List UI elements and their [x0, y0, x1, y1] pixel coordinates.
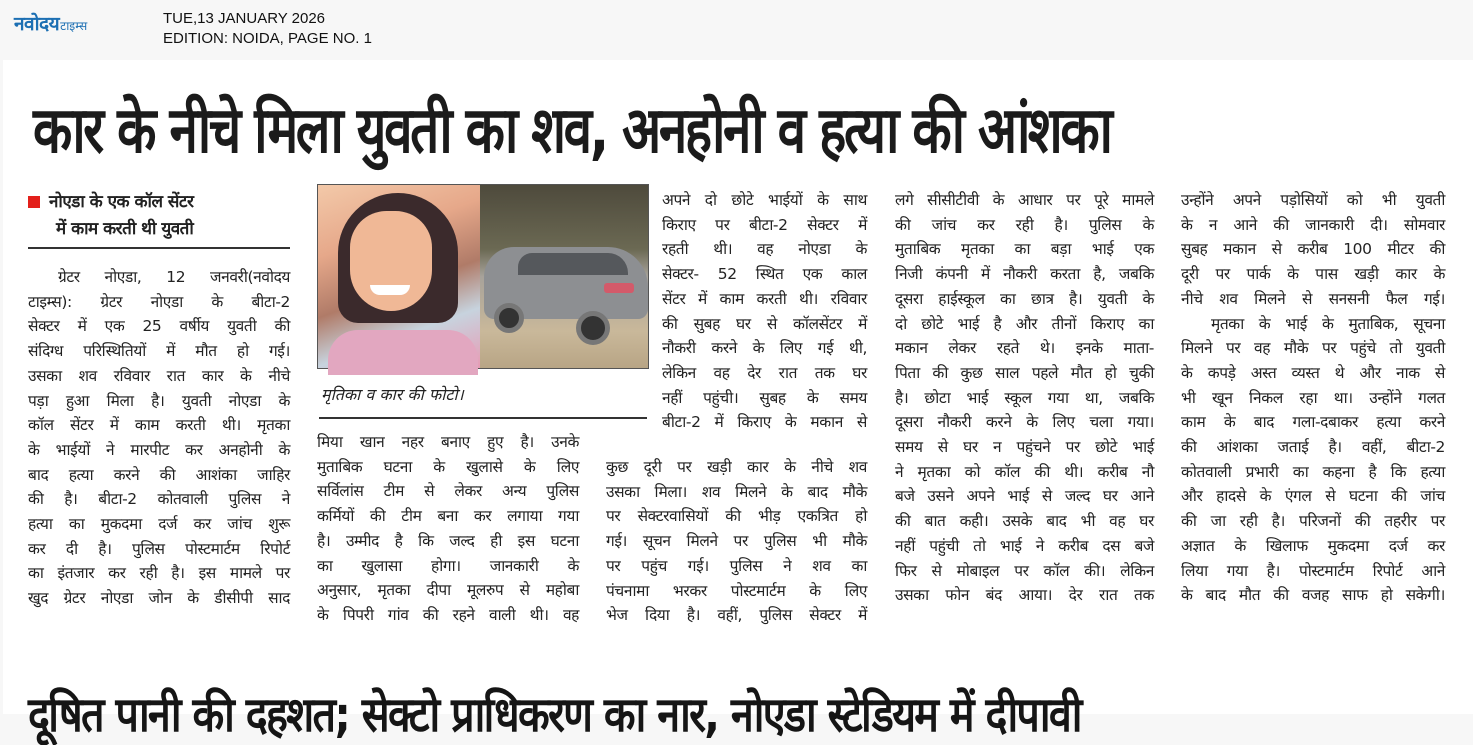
text-line: कर दी है। पुलिस पोस्टमार्टम रिपोर्ट [28, 539, 290, 558]
text-line: पड़ा हुआ मिला है। युवती नोएडा के [28, 391, 290, 410]
text-line: बीटा-2 में किराए के मकान से [662, 413, 867, 432]
text-line: की जा रही है। परिजनों की तहरीर पर [1181, 512, 1445, 531]
text-line: पिता की कुछ साल पहले मौत हो चुकी [895, 363, 1154, 382]
logo-main-text: नवोदय [14, 13, 60, 35]
text-line: समय से घर न पहुंचने पर छोटे भाई [895, 438, 1154, 457]
text-line: सुबह मकान से करीब 100 मीटर की [1181, 240, 1445, 259]
text-line: की है। बीटा-2 कोतवाली पुलिस ने [28, 490, 290, 509]
subhead-line-1: नोएडा के एक कॉल सेंटर [49, 192, 194, 212]
text-line: गई। सूचन मिलने पर पुलिस भी मौके [606, 532, 867, 551]
text-line: किराए पर बीटा-2 सेक्टर में [662, 215, 867, 234]
text-line: की जांच कर रही है। पुलिस के [895, 215, 1154, 234]
text-line: का इंतजार कर रही है। इस मामले पर [28, 564, 290, 583]
text-line: बजे उसने अपने भाई से जल्द घर आने [895, 487, 1154, 506]
text-line: पर सेक्टरवासियों की भीड़ एकत्रित हो [606, 507, 867, 526]
text-line: की आंशका जताई है। वहीं, बीटा-2 [1181, 438, 1445, 457]
text-line: फिर से मोबाइल पर कॉल की। लेकिन [895, 561, 1154, 580]
article-column-3-top [662, 188, 867, 435]
text-line: ग्रेटर नोएडा, 12 जनवरी(नवोदय [58, 268, 290, 286]
text-line: पर पहुंच गई। पुलिस ने शव का [606, 556, 867, 575]
text-line: रहती थी। वह नोएडा के [662, 240, 867, 259]
text-line: मकान लेकर रहते थे। इनके माता- [895, 339, 1154, 358]
text-line: नहीं पहुंची। सुबह के समय [662, 388, 867, 407]
subhead-line-2: में काम करती थी युवती [56, 219, 194, 239]
text-line: ने मृतका को कॉल की थी। करीब नौ [895, 462, 1154, 481]
next-article-headline: दूषित पानी की दहशत; सेक्टो प्राधिकरण का नार, नोएडा स्टेडियम में दीपावी [28, 687, 1081, 743]
text-line: उन्होंने अपने पड़ोसियों को भी युवती [1181, 191, 1445, 209]
car-image [480, 185, 648, 368]
text-line: उसका शव रविवार रात कार के नीचे [28, 366, 290, 385]
text-line: सेंटर में काम करती थी। रविवार [662, 289, 867, 308]
photo-caption: मृतिका व कार की फोटो। [321, 385, 464, 404]
text-line: के बाद मौत की वजह साफ हो सकेगी। [1181, 586, 1445, 605]
text-line: की बात कही। उसके बाद भी वह घर [895, 512, 1154, 531]
text-line: भेज दिया है। वहीं, पुलिस सेक्टर में [606, 606, 867, 625]
article-column-4 [895, 188, 1154, 608]
text-line: टाइम्स): ग्रेटर नोएडा के बीटा-2 [28, 292, 290, 311]
text-line: का खुलासा होगा। जानकारी के [317, 556, 579, 575]
text-line: है। छोटा भाई स्कूल गया था, जबकि [895, 388, 1154, 407]
article-column-2 [317, 430, 579, 628]
logo-sub-text: टाइम्स [60, 19, 88, 33]
text-line: कोतवाली प्रभारी का कहना है कि हत्या [1181, 462, 1445, 481]
publication-date: TUE,13 JANUARY 2026 [163, 10, 326, 27]
text-line: भी खून निकल रहा था। उन्होंने गलत [1181, 388, 1445, 407]
text-line: सेक्टर- 52 स्थित एक काल [662, 265, 867, 284]
text-line: दूसरा नौकरी करने के लिए चला गया। [895, 413, 1154, 432]
article-subhead [28, 188, 290, 249]
newspaper-page [3, 60, 1473, 743]
text-line: कॉल सेंटर में काम करती थी। मृतका [28, 416, 290, 435]
edition-info: EDITION: NOIDA, PAGE NO. 1 [163, 30, 372, 47]
article-headline: कार के नीचे मिला युवती का शव, अनहोनी व हत्या की आंशका [33, 94, 1111, 168]
text-line: निजी कंपनी में नौकरी करता है, जबकि [895, 265, 1154, 284]
text-line: अपने दो छोटे भाईयों के साथ [662, 191, 867, 209]
text-line: दूसरा हाईस्कूल का छात्र है। युवती के [895, 289, 1154, 308]
text-line: मुताबिक घटना के खुलासे के लिए [317, 457, 579, 476]
article-column-3-bottom [606, 455, 867, 628]
text-line: नहीं पहुंची तो भाई ने करीब दस बजे [895, 536, 1154, 555]
victim-portrait-image [318, 185, 480, 368]
divider [319, 417, 647, 419]
text-line: लगे सीसीटीवी के आधार पर पूरे मामले [895, 191, 1154, 209]
text-line: के पिपरी गांव की रहने वाली थी। वह [317, 605, 579, 624]
text-line: है। उम्मीद है कि जल्द ही इस घटना [317, 531, 579, 550]
text-line: अज्ञात के खिलाफ मुकदमा दर्ज कर [1181, 536, 1445, 555]
text-line: नीचे शव मिलने से सनसनी फैल गई। [1181, 289, 1445, 308]
article-column-1 [28, 265, 290, 611]
text-line: कुछ दूरी पर खड़ी कार के नीचे शव [606, 458, 867, 476]
text-line: और हादसे के एंगल से घटना की जांच [1181, 487, 1445, 506]
text-line: कर्मियों की टीम बना कर लगाया गया [317, 507, 579, 526]
epaper-header [0, 0, 1473, 58]
text-line: मिया खान नहर बनाए हुए है। उनके [317, 433, 579, 451]
text-line: के न आने की जानकारी दी। सोमवार [1181, 215, 1445, 234]
text-line: सर्विलांस टीम से लेकर अन्य पुलिस [317, 482, 579, 501]
text-line: मृतका के भाई के मुताबिक, सूचना [1211, 314, 1445, 333]
text-line: के कपड़े अस्त व्यस्त थे और नाक से [1181, 363, 1445, 382]
text-line: पंचनामा भरकर पोस्टमार्टम के लिए [606, 581, 867, 600]
text-line: खुद ग्रेटर नोएडा जोन के डीसीपी साद [28, 589, 290, 608]
divider [28, 247, 290, 249]
text-line: काम के बाद गला-दबाकर हत्या करने [1181, 413, 1445, 432]
text-line: हत्या का मुकदमा दर्ज कर जांच शुरू [28, 515, 290, 534]
text-line: उसका मिला। शव मिलने के बाद मौके [606, 482, 867, 501]
text-line: नौकरी करने के लिए गई थी, [662, 339, 867, 358]
article-photo[interactable] [317, 184, 649, 369]
text-line: संदिग्ध परिस्थितियों में मौत हो गई। [28, 342, 290, 361]
text-line: के भाईयों ने मारपीट कर अनहोनी के [28, 440, 290, 459]
text-line: अनुसार, मृतका दीपा मूलरुप से महोबा [317, 581, 579, 600]
text-line: दूरी पर पार्क के पास खड़ी कार के [1181, 265, 1445, 284]
text-line: मिलने पर वह मौके पर पहुंचे तो युवती [1181, 339, 1445, 358]
red-square-bullet-icon [28, 196, 40, 208]
text-line: लिया गया है। पोस्टमार्टम रिपोर्ट आने [1181, 561, 1445, 580]
text-line: सेक्टर में एक 25 वर्षीय युवती की [28, 317, 290, 336]
text-line: बाद हत्या करने की आशंका जाहिर [28, 465, 290, 484]
article-column-5 [1181, 188, 1445, 608]
text-line: दो छोटे भाई है और तीनों किराए का [895, 314, 1154, 333]
edition-meta [163, 9, 372, 49]
text-line: लेकिन वह देर रात तक घर [662, 363, 867, 382]
text-line: उसका फोन बंद आया। देर रात तक [895, 586, 1154, 605]
newspaper-logo[interactable] [14, 10, 87, 36]
text-line: की सुबह घर से कॉलसेंटर में [662, 314, 867, 333]
text-line: मुताबिक मृतका का बड़ा भाई एक [895, 240, 1154, 259]
